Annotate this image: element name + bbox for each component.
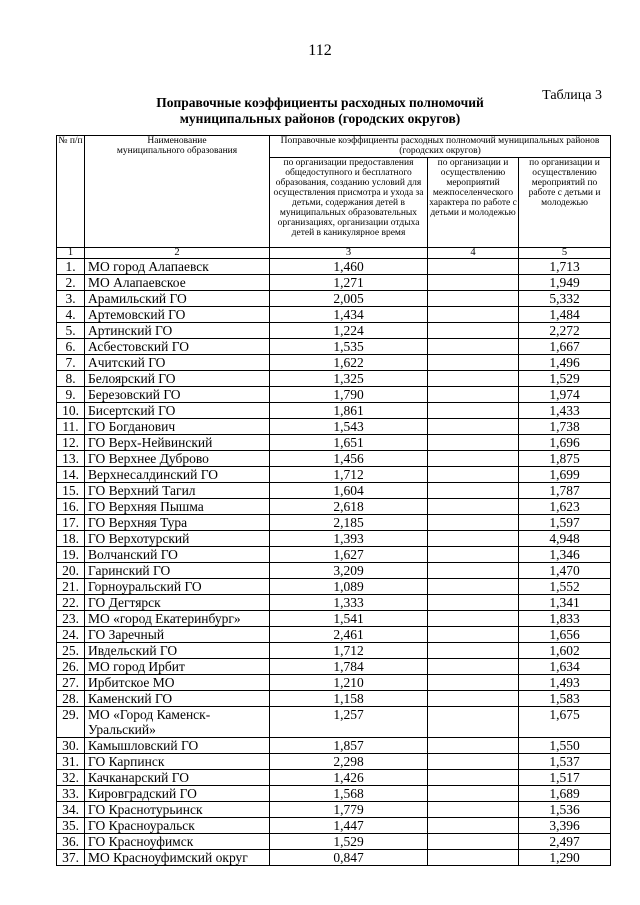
table-row <box>57 291 611 307</box>
coef-youth: 1,583 <box>519 691 611 707</box>
municipality-name: ГО Дегтярск <box>85 595 270 611</box>
row-number: 2. <box>57 275 85 291</box>
coef-youth: 1,346 <box>519 547 611 563</box>
coef-education: 1,257 <box>270 707 428 738</box>
table-row <box>57 738 611 754</box>
header-col4: по организации и осуществлению мероприятий межпоселенческого характера по работе с детьми и молодежью <box>428 158 519 248</box>
coef-intersettlement <box>428 563 519 579</box>
municipality-name: Артемовский ГО <box>85 307 270 323</box>
coef-youth: 1,787 <box>519 483 611 499</box>
coef-education: 2,005 <box>270 291 428 307</box>
coef-intersettlement <box>428 515 519 531</box>
coef-intersettlement <box>428 675 519 691</box>
coef-youth: 1,552 <box>519 579 611 595</box>
row-number: 5. <box>57 323 85 339</box>
header-col3: по организации предоставления общедоступного и бесплатного образования, созданию условий для осуществления присмотра и ухода за детьми, содержания детей в муниципальных образовательных организациях, организации отдыха детей в каникулярное время <box>270 158 428 248</box>
coef-education: 1,568 <box>270 786 428 802</box>
coef-education: 1,089 <box>270 579 428 595</box>
municipality-name: МО «Город Каменск-Уральский» <box>85 707 270 738</box>
municipality-name: Ирбитское МО <box>85 675 270 691</box>
coef-youth: 1,738 <box>519 419 611 435</box>
coef-intersettlement <box>428 275 519 291</box>
municipality-name: Ивдельский ГО <box>85 643 270 659</box>
municipality-name: Кировградский ГО <box>85 786 270 802</box>
table-row <box>57 770 611 786</box>
row-number: 26. <box>57 659 85 675</box>
municipality-name: Качканарский ГО <box>85 770 270 786</box>
table-row <box>57 403 611 419</box>
coef-intersettlement <box>428 643 519 659</box>
municipality-name: ГО Богданович <box>85 419 270 435</box>
row-number: 11. <box>57 419 85 435</box>
coef-youth: 3,396 <box>519 818 611 834</box>
municipality-name: ГО Верх-Нейвинский <box>85 435 270 451</box>
coef-education: 1,857 <box>270 738 428 754</box>
municipality-name: Горноуральский ГО <box>85 579 270 595</box>
row-number: 35. <box>57 818 85 834</box>
table-row <box>57 307 611 323</box>
coef-youth: 4,948 <box>519 531 611 547</box>
table-row <box>57 483 611 499</box>
row-number: 14. <box>57 467 85 483</box>
coef-youth: 1,623 <box>519 499 611 515</box>
coef-education: 1,861 <box>270 403 428 419</box>
row-number: 30. <box>57 738 85 754</box>
coef-intersettlement <box>428 339 519 355</box>
coef-education: 1,529 <box>270 834 428 850</box>
header-col5: по организации и осуществлению мероприятий по работе с детьми и молодежью <box>519 158 611 248</box>
coef-intersettlement <box>428 834 519 850</box>
table-title <box>0 95 640 127</box>
municipality-name: ГО Верхнее Дуброво <box>85 451 270 467</box>
table-row <box>57 754 611 770</box>
row-number: 37. <box>57 850 85 866</box>
coef-youth: 1,597 <box>519 515 611 531</box>
coef-education: 1,543 <box>270 419 428 435</box>
row-number: 3. <box>57 291 85 307</box>
municipality-name: Березовский ГО <box>85 387 270 403</box>
coef-youth: 1,602 <box>519 643 611 659</box>
row-number: 15. <box>57 483 85 499</box>
coef-intersettlement <box>428 850 519 866</box>
row-number: 20. <box>57 563 85 579</box>
table-row <box>57 259 611 275</box>
coef-youth: 1,550 <box>519 738 611 754</box>
coef-intersettlement <box>428 818 519 834</box>
coef-youth: 1,656 <box>519 627 611 643</box>
coef-education: 1,627 <box>270 547 428 563</box>
municipality-name: МО Алапаевское <box>85 275 270 291</box>
municipality-name: ГО Красноуфимск <box>85 834 270 850</box>
municipality-name: Артинский ГО <box>85 323 270 339</box>
coef-education: 1,712 <box>270 643 428 659</box>
col-number-2: 2 <box>85 248 270 259</box>
coef-intersettlement <box>428 611 519 627</box>
coef-education: 3,209 <box>270 563 428 579</box>
municipality-name: Арамильский ГО <box>85 291 270 307</box>
coef-youth: 1,949 <box>519 275 611 291</box>
coef-education: 1,393 <box>270 531 428 547</box>
coef-intersettlement <box>428 307 519 323</box>
coef-education: 2,298 <box>270 754 428 770</box>
table-row <box>57 786 611 802</box>
row-number: 6. <box>57 339 85 355</box>
row-number: 4. <box>57 307 85 323</box>
col-number-3: 3 <box>270 248 428 259</box>
coef-intersettlement <box>428 435 519 451</box>
municipality-name: Волчанский ГО <box>85 547 270 563</box>
row-number: 16. <box>57 499 85 515</box>
row-number: 23. <box>57 611 85 627</box>
municipality-name: МО Красноуфимский округ <box>85 850 270 866</box>
municipality-name: Бисертский ГО <box>85 403 270 419</box>
coef-intersettlement <box>428 451 519 467</box>
coef-education: 1,651 <box>270 435 428 451</box>
coef-youth: 2,272 <box>519 323 611 339</box>
coef-youth: 1,696 <box>519 435 611 451</box>
coef-education: 1,535 <box>270 339 428 355</box>
coef-education: 1,779 <box>270 802 428 818</box>
coef-education: 1,541 <box>270 611 428 627</box>
header-group: Поправочные коэффициенты расходных полномочий муниципальных районов (городских округов) <box>270 136 611 158</box>
municipality-name: Каменский ГО <box>85 691 270 707</box>
municipality-name: МО город Ирбит <box>85 659 270 675</box>
coef-intersettlement <box>428 627 519 643</box>
table-row <box>57 850 611 866</box>
table-row <box>57 451 611 467</box>
coef-education: 1,224 <box>270 323 428 339</box>
coef-youth: 1,689 <box>519 786 611 802</box>
municipality-name: Верхнесалдинский ГО <box>85 467 270 483</box>
coef-youth: 1,713 <box>519 259 611 275</box>
coef-intersettlement <box>428 419 519 435</box>
coef-intersettlement <box>428 387 519 403</box>
table-row <box>57 643 611 659</box>
coef-education: 1,622 <box>270 355 428 371</box>
municipality-name: Асбестовский ГО <box>85 339 270 355</box>
table-row <box>57 834 611 850</box>
coef-education: 1,325 <box>270 371 428 387</box>
row-number: 29. <box>57 707 85 738</box>
coef-intersettlement <box>428 547 519 563</box>
row-number: 22. <box>57 595 85 611</box>
coef-youth: 1,536 <box>519 802 611 818</box>
col-number-4: 4 <box>428 248 519 259</box>
coef-intersettlement <box>428 355 519 371</box>
table-row <box>57 275 611 291</box>
table-row <box>57 707 611 738</box>
table-row <box>57 419 611 435</box>
municipality-name: Гаринский ГО <box>85 563 270 579</box>
table-row <box>57 611 611 627</box>
coef-youth: 1,634 <box>519 659 611 675</box>
coef-youth: 1,675 <box>519 707 611 738</box>
table-row <box>57 563 611 579</box>
row-number: 27. <box>57 675 85 691</box>
row-number: 32. <box>57 770 85 786</box>
row-number: 12. <box>57 435 85 451</box>
row-number: 28. <box>57 691 85 707</box>
municipality-name: Ачитский ГО <box>85 355 270 371</box>
municipality-name: ГО Верхний Тагил <box>85 483 270 499</box>
coef-intersettlement <box>428 770 519 786</box>
table-row <box>57 515 611 531</box>
table-row <box>57 435 611 451</box>
coef-youth: 1,470 <box>519 563 611 579</box>
table-row <box>57 579 611 595</box>
coef-intersettlement <box>428 467 519 483</box>
municipality-name: Камышловский ГО <box>85 738 270 754</box>
coef-youth: 1,537 <box>519 754 611 770</box>
coef-intersettlement <box>428 595 519 611</box>
coef-intersettlement <box>428 707 519 738</box>
coef-education: 1,712 <box>270 467 428 483</box>
table-row <box>57 339 611 355</box>
table-row <box>57 371 611 387</box>
coef-youth: 1,529 <box>519 371 611 387</box>
coef-intersettlement <box>428 691 519 707</box>
table-row <box>57 818 611 834</box>
table-row <box>57 387 611 403</box>
table-row <box>57 323 611 339</box>
table-row <box>57 802 611 818</box>
coef-youth: 1,341 <box>519 595 611 611</box>
coef-education: 1,271 <box>270 275 428 291</box>
coef-youth: 1,433 <box>519 403 611 419</box>
row-number: 10. <box>57 403 85 419</box>
coef-intersettlement <box>428 531 519 547</box>
table-row <box>57 691 611 707</box>
coef-education: 1,333 <box>270 595 428 611</box>
table-row <box>57 467 611 483</box>
table-row <box>57 355 611 371</box>
municipality-name: ГО Карпинск <box>85 754 270 770</box>
row-number: 7. <box>57 355 85 371</box>
municipality-name: МО город Алапаевск <box>85 259 270 275</box>
coef-youth: 1,496 <box>519 355 611 371</box>
row-number: 13. <box>57 451 85 467</box>
coef-education: 1,426 <box>270 770 428 786</box>
row-number: 31. <box>57 754 85 770</box>
title-line-2: муниципальных районов (городских округов) <box>179 111 461 126</box>
coef-education: 1,447 <box>270 818 428 834</box>
coef-education: 1,434 <box>270 307 428 323</box>
coef-education: 1,456 <box>270 451 428 467</box>
coef-youth: 1,290 <box>519 850 611 866</box>
col-number-5: 5 <box>519 248 611 259</box>
coef-intersettlement <box>428 738 519 754</box>
coef-education: 0,847 <box>270 850 428 866</box>
municipality-name: ГО Красноуральск <box>85 818 270 834</box>
coef-youth: 1,974 <box>519 387 611 403</box>
coef-youth: 1,484 <box>519 307 611 323</box>
coef-intersettlement <box>428 499 519 515</box>
row-number: 33. <box>57 786 85 802</box>
table-row <box>57 547 611 563</box>
municipality-name: ГО Верхотурский <box>85 531 270 547</box>
coef-intersettlement <box>428 659 519 675</box>
municipality-name: МО «город Екатеринбург» <box>85 611 270 627</box>
table-row <box>57 627 611 643</box>
coef-youth: 1,699 <box>519 467 611 483</box>
row-number: 8. <box>57 371 85 387</box>
coef-youth: 1,667 <box>519 339 611 355</box>
municipality-name: ГО Верхняя Тура <box>85 515 270 531</box>
coef-education: 2,185 <box>270 515 428 531</box>
table-row <box>57 659 611 675</box>
coef-education: 1,790 <box>270 387 428 403</box>
header-no: № п/п <box>57 136 85 248</box>
coef-youth: 2,497 <box>519 834 611 850</box>
coef-youth: 5,332 <box>519 291 611 307</box>
coef-education: 2,461 <box>270 627 428 643</box>
municipality-name: Белоярский ГО <box>85 371 270 387</box>
row-number: 34. <box>57 802 85 818</box>
table-row <box>57 675 611 691</box>
coef-youth: 1,517 <box>519 770 611 786</box>
coef-education: 1,604 <box>270 483 428 499</box>
municipality-name: ГО Заречный <box>85 627 270 643</box>
coef-intersettlement <box>428 483 519 499</box>
coef-intersettlement <box>428 802 519 818</box>
coef-intersettlement <box>428 291 519 307</box>
row-number: 18. <box>57 531 85 547</box>
row-number: 19. <box>57 547 85 563</box>
table-label: Таблица 3 <box>542 88 602 103</box>
coef-intersettlement <box>428 259 519 275</box>
row-number: 36. <box>57 834 85 850</box>
coef-education: 1,784 <box>270 659 428 675</box>
coef-youth: 1,493 <box>519 675 611 691</box>
table-row <box>57 595 611 611</box>
header-name: Наименование муниципального образования <box>85 136 270 248</box>
row-number: 1. <box>57 259 85 275</box>
coef-intersettlement <box>428 371 519 387</box>
coef-intersettlement <box>428 754 519 770</box>
row-number: 21. <box>57 579 85 595</box>
page-number: 112 <box>308 42 332 59</box>
coef-education: 1,460 <box>270 259 428 275</box>
table-row <box>57 499 611 515</box>
coef-intersettlement <box>428 323 519 339</box>
table-row <box>57 531 611 547</box>
coef-intersettlement <box>428 403 519 419</box>
municipality-name: ГО Верхняя Пышма <box>85 499 270 515</box>
coefficients-table <box>56 135 611 866</box>
col-number-1: 1 <box>57 248 85 259</box>
municipality-name: ГО Краснотурьинск <box>85 802 270 818</box>
title-line-1: Поправочные коэффициенты расходных полномочий <box>156 95 484 110</box>
coef-education: 2,618 <box>270 499 428 515</box>
coef-intersettlement <box>428 786 519 802</box>
row-number: 9. <box>57 387 85 403</box>
coef-youth: 1,833 <box>519 611 611 627</box>
coef-intersettlement <box>428 579 519 595</box>
coef-education: 1,210 <box>270 675 428 691</box>
row-number: 24. <box>57 627 85 643</box>
row-number: 25. <box>57 643 85 659</box>
row-number: 17. <box>57 515 85 531</box>
coef-education: 1,158 <box>270 691 428 707</box>
coef-youth: 1,875 <box>519 451 611 467</box>
